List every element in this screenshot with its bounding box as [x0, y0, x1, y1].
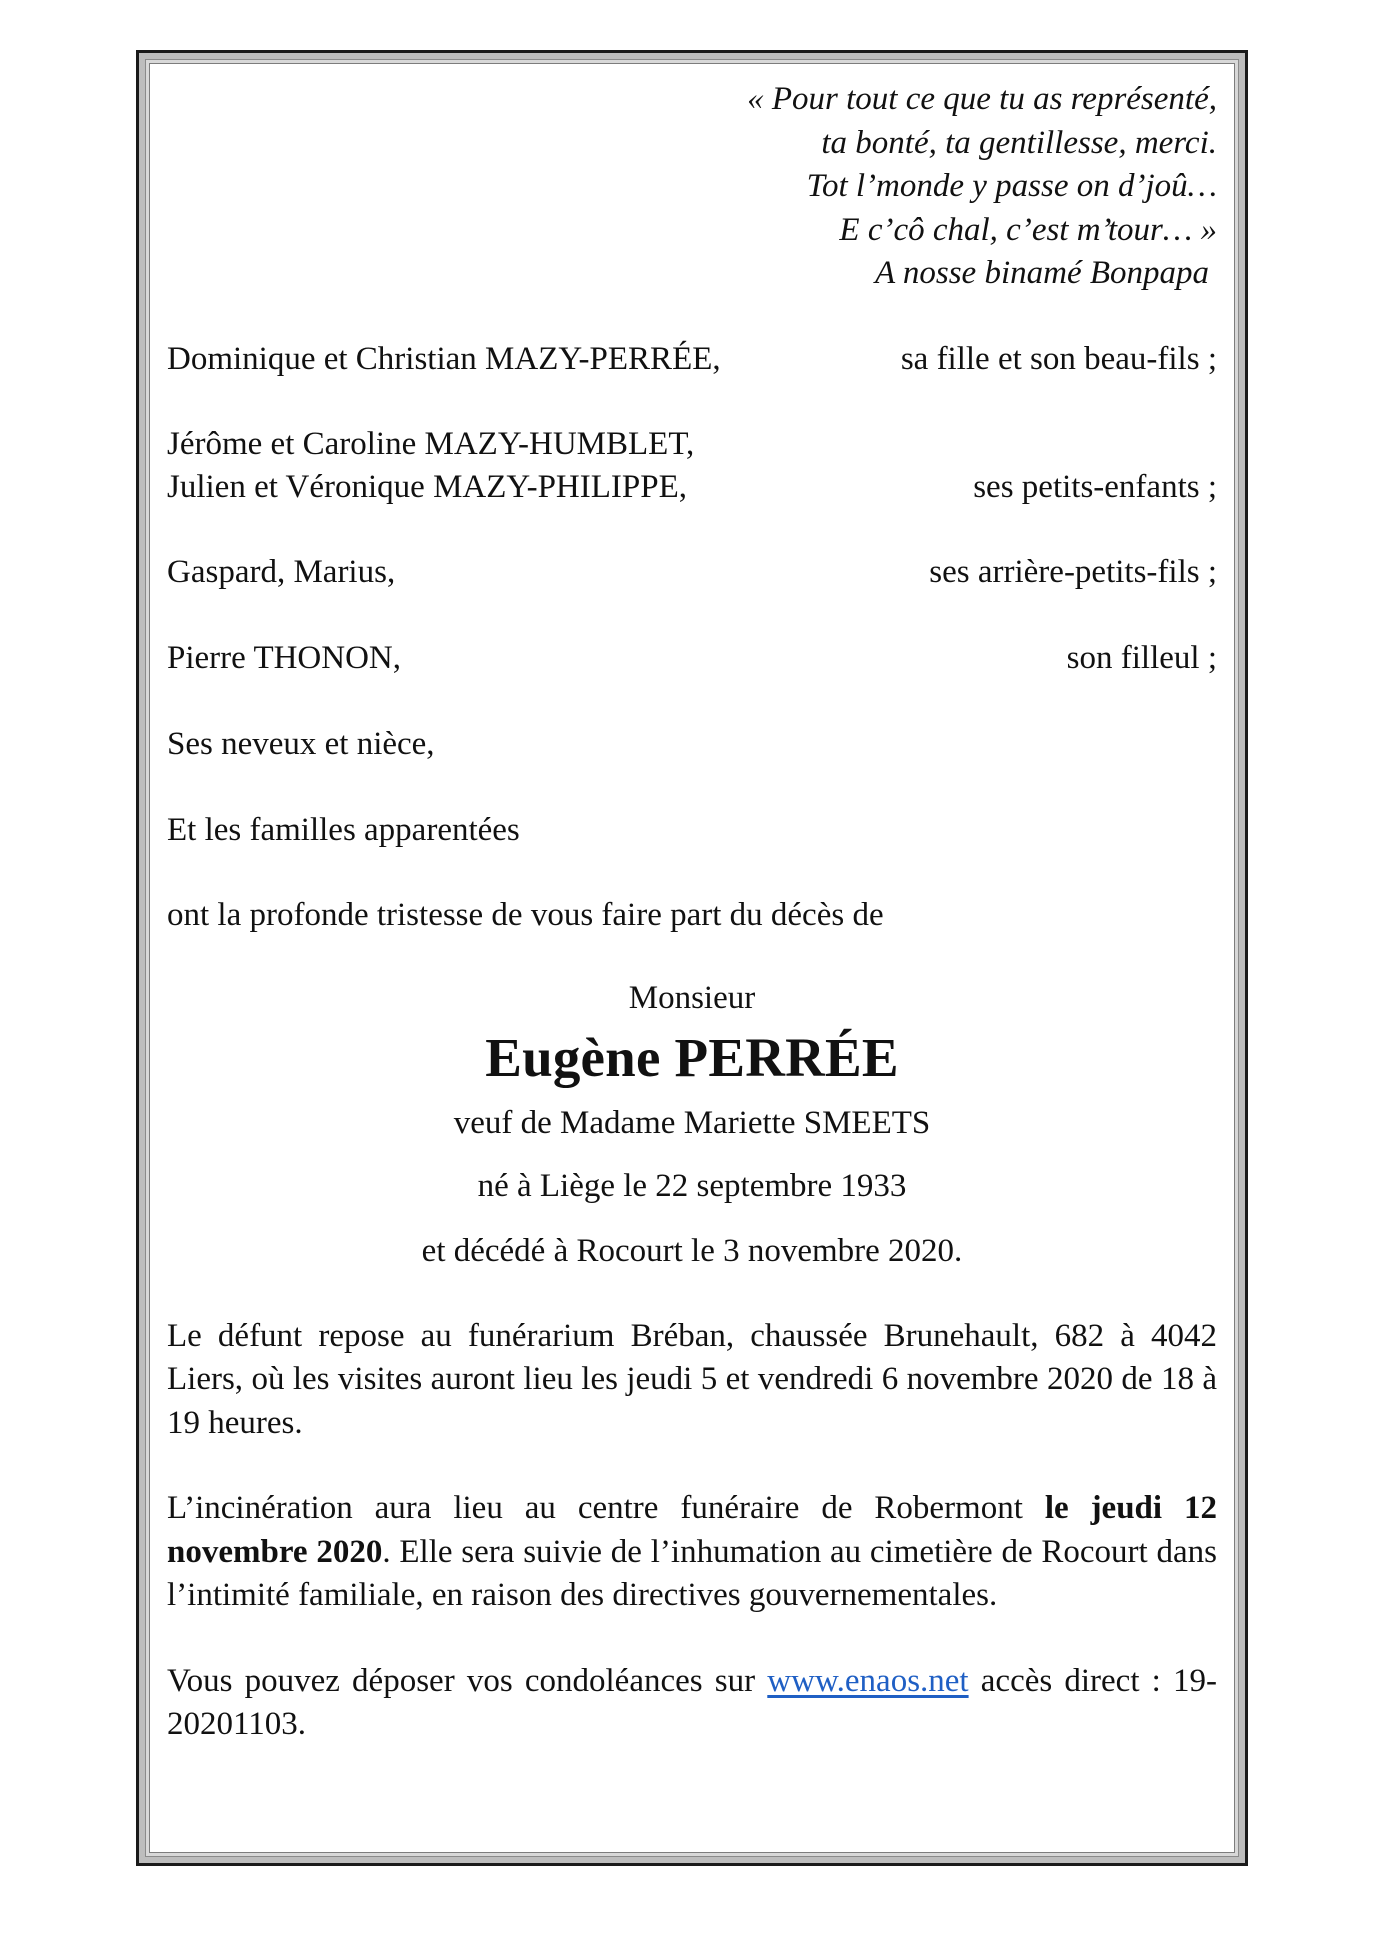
family-entry-grandchildren [167, 423, 1217, 509]
outer-frame [136, 50, 1248, 1866]
condolences-text: Vous pouvez déposer vos condoléances sur [167, 1662, 756, 1699]
announcement-line: ont la profonde tristesse de vous faire part du décès de [167, 896, 884, 933]
condolences-text: accès direct : 19-20201103. [167, 1662, 1218, 1742]
honorific: Monsieur [628, 979, 756, 1016]
frame-bevel [145, 59, 1239, 1857]
cremation-text: L’incinération aura lieu au centre funéraire de Robermont [167, 1490, 1023, 1526]
family-relation: ses petits-enfants ; [973, 468, 1217, 505]
quote-line: Tot l’monde y passe on d’joû… [806, 168, 1217, 204]
obituary-content [167, 78, 1217, 1747]
quote-line: « Pour tout ce que tu as représenté, [747, 81, 1217, 117]
condolences-paragraph [167, 1660, 1217, 1747]
cremation-text: . Elle sera suivie de l’inhumation au cimetière de Rocourt dans l’intimité familiale, en raison des directives gouvernementales. [167, 1533, 1217, 1613]
birth-line: né à Liège le 22 septembre 1933 [477, 1167, 907, 1204]
visitation-paragraph: Le défunt repose au funérarium Bréban, chaussée Brunehault, 682 à 4042 Liers, où les visites auront lieu les jeudi 5 et vendredi 6 novembre 2020 de 18 à 19 heures. [167, 1317, 1217, 1441]
family-names: Gaspard, Marius, [167, 553, 396, 590]
family-relation: ses arrière-petits-fils ; [929, 553, 1217, 590]
widower-line: veuf de Madame Mariette SMEETS [453, 1104, 931, 1141]
quote-line: ta bonté, ta gentillesse, merci. [821, 124, 1217, 161]
family-relation: son filleul ; [1066, 639, 1217, 676]
families-line: Et les familles apparentées [167, 811, 520, 848]
family-names: Dominique et Christian MAZY-PERRÉE, [167, 340, 721, 377]
condolences-link[interactable]: www.enaos.net [767, 1662, 969, 1699]
family-names: Pierre THONON, [167, 639, 402, 676]
family-names: Julien et Véronique MAZY-PHILIPPE, [167, 468, 688, 505]
family-relation: sa fille et son beau-fils ; [900, 340, 1217, 377]
card [149, 63, 1235, 1853]
family-names: Jérôme et Caroline MAZY-HUMBLET, [167, 425, 695, 462]
quote-line: E c’cô chal, c’est m’tour… » [839, 211, 1217, 248]
family-entry-daughter [167, 338, 1217, 381]
nephews-line: Ses neveux et nièce, [167, 725, 435, 762]
death-line: et décédé à Rocourt le 3 novembre 2020. [421, 1232, 963, 1269]
quote-signature: A nosse binamé Bonpapa [875, 255, 1209, 291]
cremation-date: le jeudi 12 novembre 2020 [167, 1490, 1217, 1570]
epigraph-quote [167, 78, 1217, 296]
family-entry-godson [167, 637, 1217, 680]
deceased-name: Eugène PERRÉE [485, 1026, 899, 1088]
family-entry-great-grandchildren [167, 551, 1217, 594]
cremation-paragraph [167, 1487, 1217, 1618]
